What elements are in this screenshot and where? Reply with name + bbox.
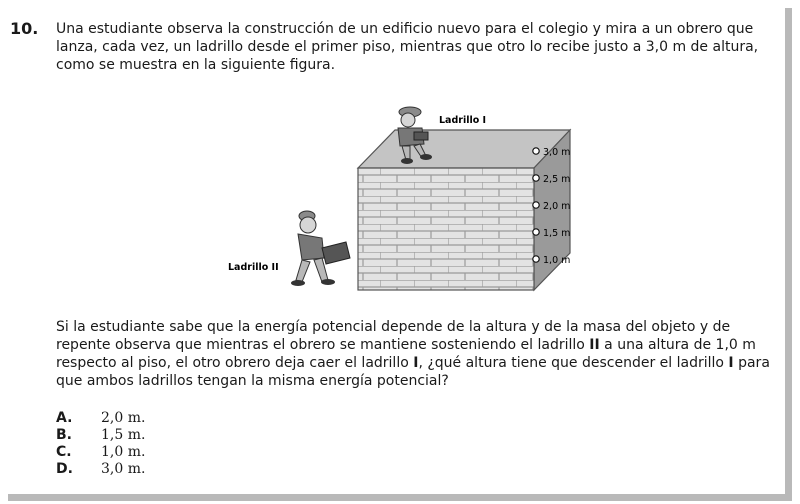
height-label-2-0: 2,0 m [543, 201, 571, 212]
ladrillo-i-ref: I [413, 355, 419, 371]
option-c[interactable] [56, 444, 145, 461]
label-ladrillo-ii: Ladrillo II [228, 262, 279, 273]
height-label-2-5: 2,5 m [543, 174, 571, 185]
option-c-letter: C. [56, 444, 72, 460]
option-d-letter: D. [56, 461, 73, 477]
question-body-text-2: a una altura de 1,0 m respecto al piso, el otro obrero deja caer el ladrillo [56, 337, 756, 371]
question-body [56, 318, 786, 390]
option-d[interactable] [56, 461, 145, 478]
height-label-1-0: 1,0 m [543, 255, 571, 266]
height-marker-2-5 [533, 175, 539, 181]
option-b[interactable] [56, 427, 145, 444]
question-body-text-4: para que ambos ladrillos tengan la misma energía potencial? [56, 355, 770, 389]
answer-options [56, 410, 145, 478]
label-ladrillo-i: Ladrillo I [439, 115, 487, 126]
height-marker-3-0 [533, 148, 539, 154]
question-body-text-3: , ¿qué altura tiene que descender el ladrillo [418, 355, 729, 371]
wall-front-face [358, 168, 534, 290]
question-body-text-1: Si la estudiante sabe que la energía potencial depende de la altura y de la masa del objeto y de repente observa que mientras el obrero se mantiene sosteniendo el ladrillo [56, 319, 731, 353]
option-d-text: 3,0 m. [101, 461, 146, 477]
option-a-letter: A. [56, 410, 73, 426]
wall-illustration [210, 98, 590, 303]
height-label-1-5: 1,5 m [543, 228, 571, 239]
height-marker-1-0 [533, 256, 539, 262]
height-label-3-0: 3,0 m [543, 147, 571, 158]
option-c-text: 1,0 m. [101, 444, 146, 460]
height-marker-1-5 [533, 229, 539, 235]
height-marker-2-0 [533, 202, 539, 208]
page-shadow-right [785, 8, 792, 501]
worker-bottom-icon [291, 211, 350, 286]
question-number: 10. [10, 19, 39, 38]
wall-figure [210, 98, 590, 303]
option-a-text: 2,0 m. [101, 410, 146, 426]
question-intro: Una estudiante observa la construcción de un edificio nuevo para el colegio y mira a un obrero que lanza, cada vez, un ladrillo desde el primer piso, mientras que otro lo recibe justo a 3,0 m de altura, como se muestra en la siguiente figura. [56, 21, 759, 73]
option-b-text: 1,5 m. [101, 427, 146, 443]
ladrillo-i-ref-2: I [728, 355, 734, 371]
ladrillo-ii-ref: II [589, 337, 600, 353]
option-b-letter: B. [56, 427, 72, 443]
option-a[interactable] [56, 410, 145, 427]
page-shadow-bottom [8, 494, 792, 501]
